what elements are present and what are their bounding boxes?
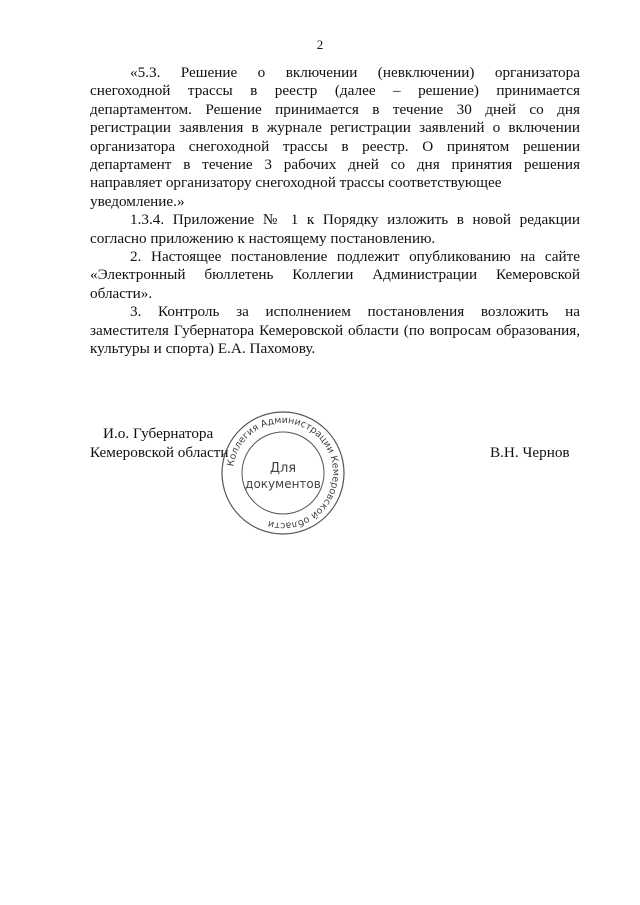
signatory-title-line2: Кемеровской области	[90, 444, 229, 461]
signatory-title-line1: И.о. Губернатора	[103, 425, 214, 442]
paragraph-1-3-4: 1.3.4. Приложение № 1 к Порядку изложить в новой редакции согласно приложению к настоящему постановлению.	[90, 211, 580, 247]
official-stamp	[220, 410, 346, 536]
stamp-center-line1: Для	[269, 461, 297, 476]
paragraph-3: 3. Контроль за исполнением постановления возложить на заместителя Губернатора Кемеровской области (по вопросам образования, культуры и спорта) Е.А. Пахомову.	[90, 303, 580, 358]
document-body	[90, 64, 580, 359]
stamp-center-line2: документов	[245, 477, 321, 491]
paragraph-2: 2. Настоящее постановление подлежит опубликованию на сайте «Электронный бюллетень Коллегии Администрации Кемеровской области».	[90, 248, 580, 302]
signatory-name: В.Н. Чернов	[490, 444, 570, 461]
stamp-ring-text: Коллегия Администрации Кемеровской области	[225, 414, 342, 532]
paragraph-5-3: «5.3. Решение о включении (невключении) организатора снегоходной трассы в реестр (далее – решение) принимается департаментом. Решение принимается в течение 30 дней со дня регистрации заявления в журнале регистрации заявлений о включении организатора снегоходной трассы в реестр. О принятом решении департамент в течение 3 рабочих дней со дня принятия решения направляет организатору снегоходной трассы соответствующее	[90, 64, 580, 192]
page-number: 2	[316, 37, 324, 52]
paragraph-5-3-end: уведомление.»	[90, 192, 185, 210]
